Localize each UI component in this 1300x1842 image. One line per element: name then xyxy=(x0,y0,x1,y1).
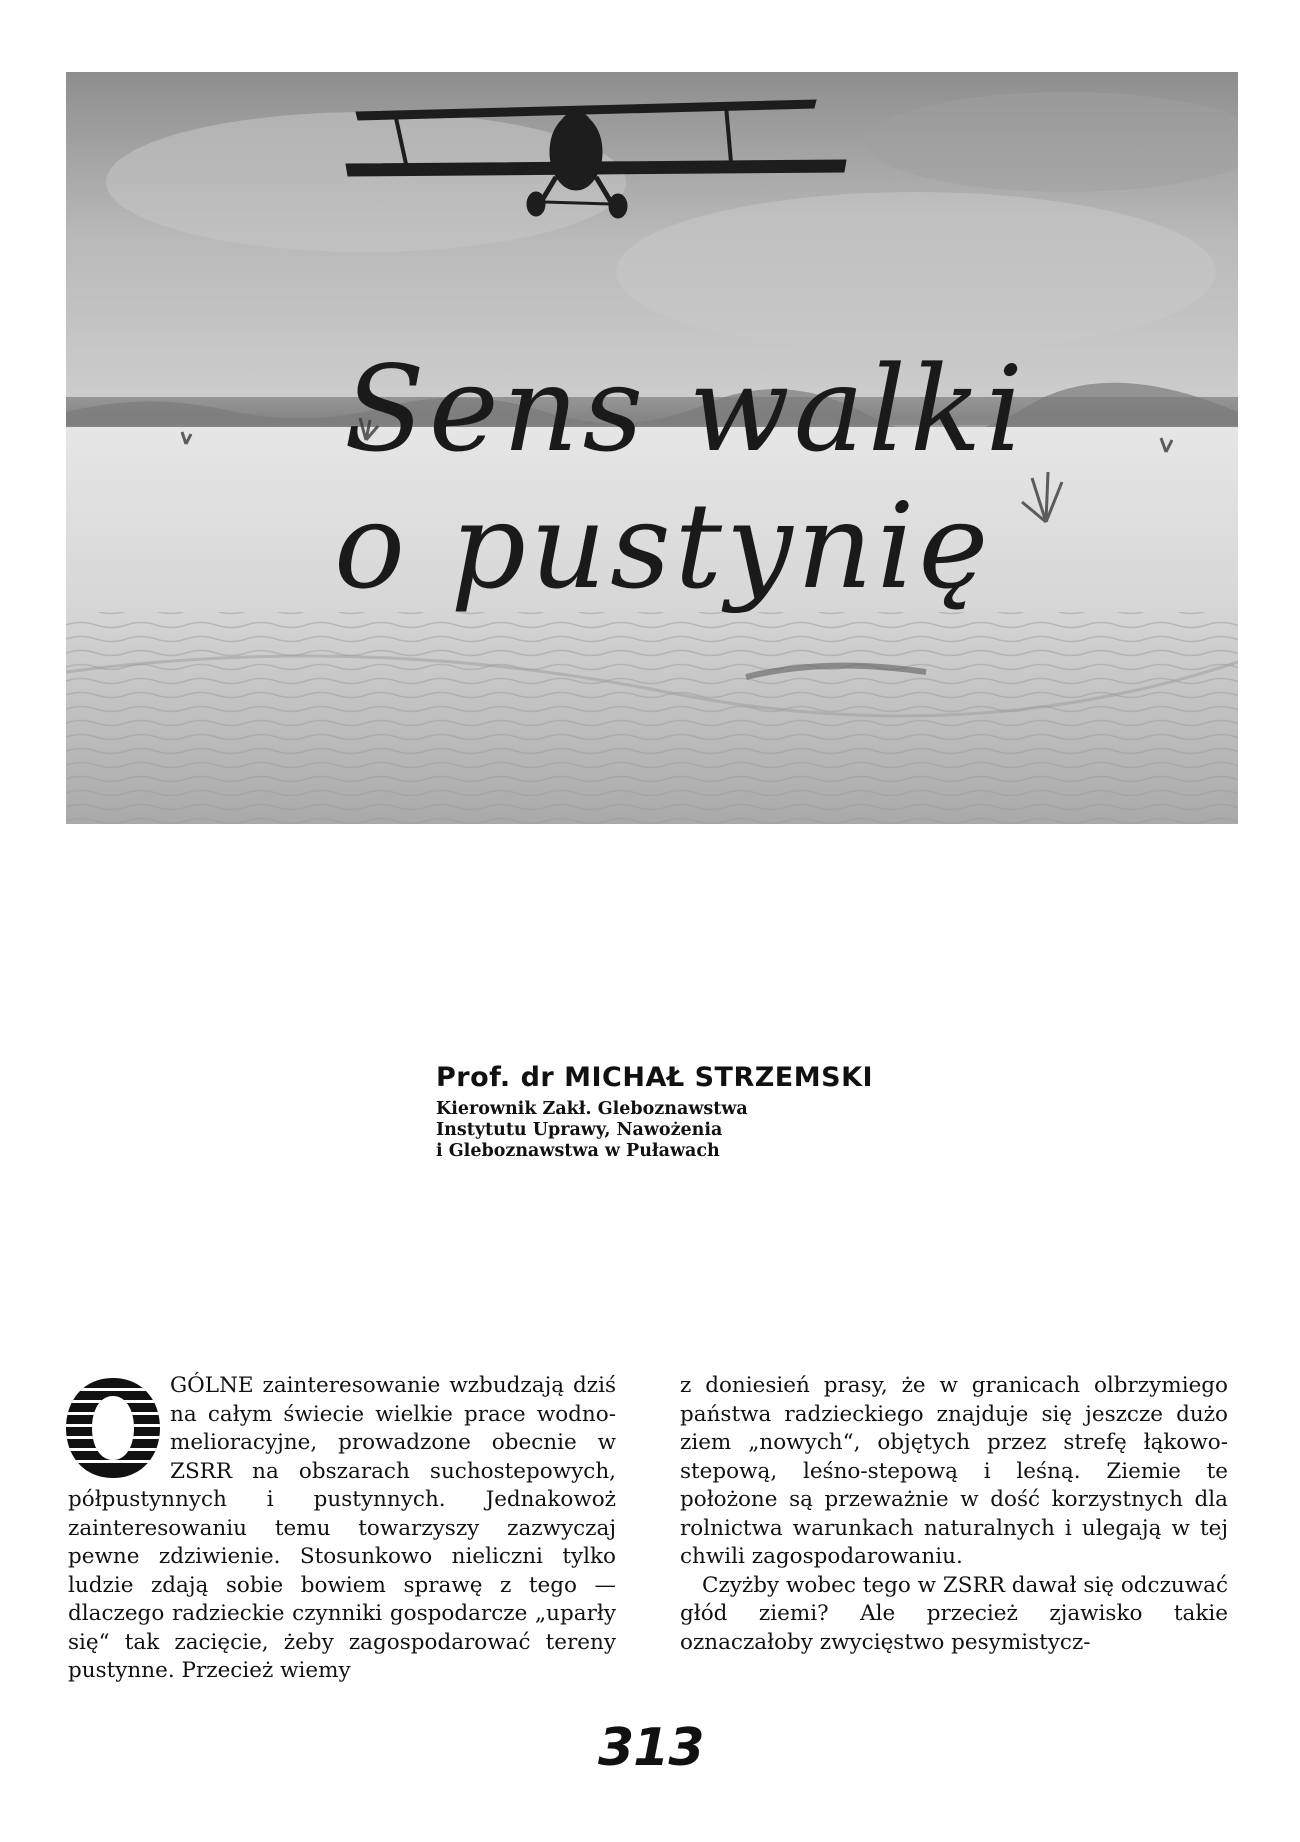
affiliation-line-3: i Gleboznawstwa w Puławach xyxy=(436,1141,720,1161)
affiliation-line-2: Instytutu Uprawy, Nawożenia xyxy=(436,1120,723,1140)
affiliation-line-1: Kierownik Zakł. Gleboznawstwa xyxy=(436,1099,748,1119)
article-column-right xyxy=(680,1372,1228,1657)
drop-cap-o-icon xyxy=(62,1374,164,1482)
page-number: 313 xyxy=(598,1718,704,1778)
hero-photo xyxy=(66,72,1238,824)
article-title-line-2: o pustynię xyxy=(334,477,993,615)
byline xyxy=(436,1062,936,1162)
article-paragraph-3: Czyżby wobec tego w ZSRR dawał się odczuwać głód ziemi? Ale przecież zjawisko takie oznaczałoby zwycięstwo pesymistycz- xyxy=(680,1572,1228,1655)
article-title-line-1: Sens walki xyxy=(344,340,1028,478)
article-paragraph-2: z doniesień prasy, że w granicach olbrzymiego państwa radzieckiego znajduje się jeszcze dużo ziem „nowych“, objętych przez strefę łąkowo-stepową, leśno-stepową i leśną. Ziemie te położone są przeważnie w dość korzystnych dla rolnictwa warunkach naturalnych i ulegają w tej chwili zagospodarowaniu. xyxy=(680,1373,1228,1569)
author-name: Prof. dr MICHAŁ STRZEMSKI xyxy=(436,1062,874,1093)
drop-cap-letter xyxy=(62,1374,63,1375)
article-paragraph-1: GÓLNE zainteresowanie wzbudzają dziś na całym świecie wielkie prace wodno-melioracyjne, prowadzone obecnie w ZSRR na obszarach suchostepowych, półpustynnych i pustynnych. Jednakowoż zainteresowaniu temu towarzyszy zazwyczaj pewne zdziwienie. Stosunkowo nieliczni tylko ludzie zdają sobie bowiem sprawę z tego — dlaczego radzieckie czynniki gospodarcze „uparły się“ tak zacięcie, żeby zagospodarować tereny pustynne. Przecież wiemy xyxy=(68,1373,616,1683)
drop-cap xyxy=(62,1374,164,1482)
article-column-left xyxy=(68,1372,616,1686)
